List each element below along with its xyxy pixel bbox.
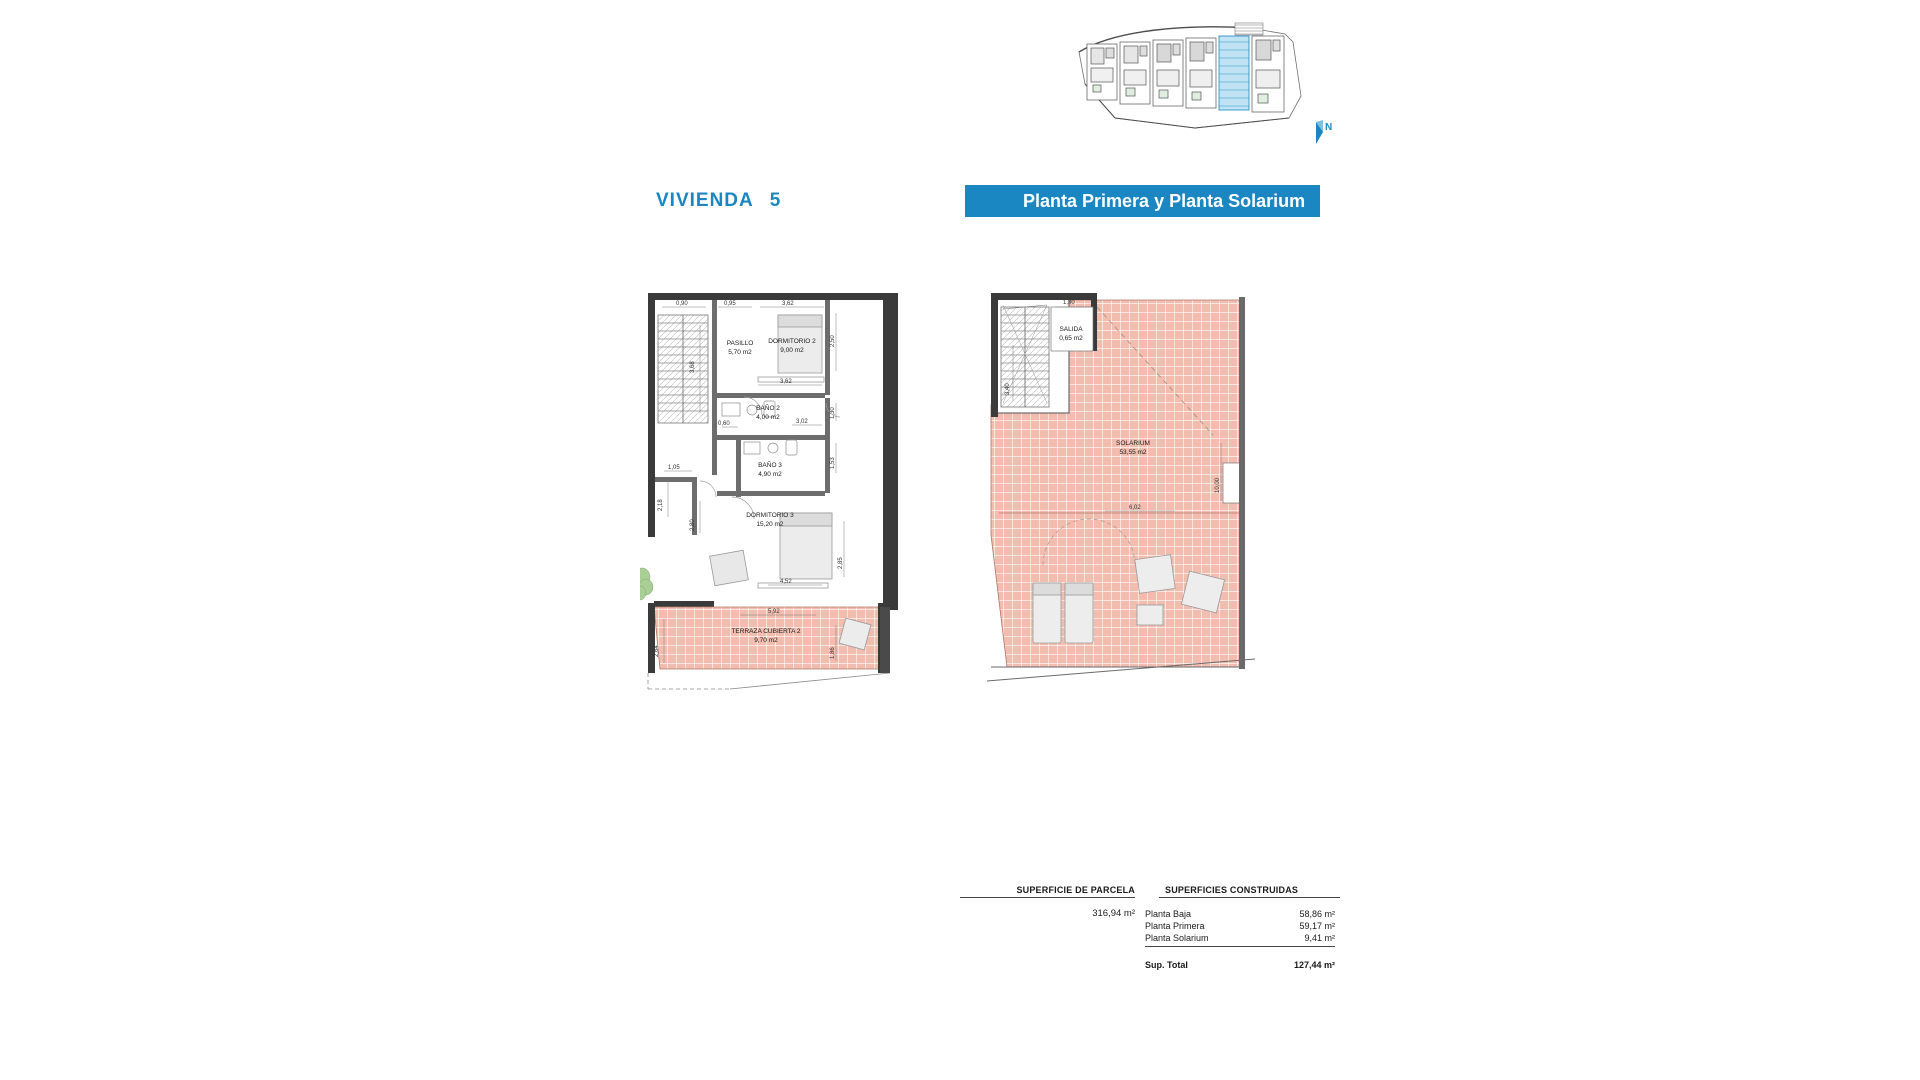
floors-label: Planta Primera y Planta Solarium [1023, 190, 1306, 211]
first-floor-plan [640, 285, 940, 795]
total-label: Sup. Total [1145, 960, 1188, 970]
built-label-planta-primera: Planta Primera [1145, 921, 1205, 931]
north-arrow-icon [1310, 118, 1336, 144]
built-column [1145, 908, 1335, 971]
room-bano2-name: BAÑO 2 [756, 405, 780, 412]
dim-0-60: 0,60 [718, 421, 730, 427]
svg-text:N: N [1325, 122, 1333, 133]
dim-1-80: 1,80 [1063, 300, 1075, 306]
dim-4-52: 4,52 [780, 579, 792, 585]
room-salida-name: SALIDA [1059, 326, 1083, 333]
dim-2-80: 2,80 [690, 519, 696, 531]
areas-body-row [960, 908, 1340, 971]
dim-1-30: 1,30 [830, 407, 836, 419]
dim-0-90: 0,90 [676, 301, 688, 307]
built-value-planta-baja: 58,86 m² [1299, 909, 1335, 919]
room-dormitorio2-area: 9,00 m2 [780, 347, 804, 354]
built-value-planta-primera: 59,17 m² [1299, 921, 1335, 931]
room-solarium-area: 53,55 m2 [1119, 449, 1147, 456]
room-dormitorio2-name: DORMITORIO 2 [768, 338, 816, 345]
title-bar-left [620, 185, 965, 217]
built-row-total [1145, 957, 1335, 971]
areas-divider [1145, 946, 1335, 947]
total-value: 127,44 m² [1293, 960, 1335, 970]
dim-2-64: 2,64 [654, 645, 660, 657]
dim-1-05: 1,05 [668, 465, 680, 471]
title-bar [620, 185, 1320, 217]
dim-1-53: 1,53 [830, 457, 836, 469]
built-header: SUPERFICIES CONSTRUIDAS [1159, 885, 1340, 898]
unit-label: VIVIENDA [656, 190, 754, 211]
room-dormitorio3-area: 15,20 m2 [756, 521, 784, 528]
room-terraza2-name: TERRAZA CUBIERTA 2 [731, 628, 801, 635]
dim-3-62-a: 3,62 [782, 301, 794, 307]
room-solarium-name: SOLARIUM [1116, 440, 1150, 447]
built-row-planta-baja [1145, 908, 1335, 920]
dim-3-02: 3,02 [796, 419, 808, 425]
parcel-value: 316,94 m² [1092, 908, 1135, 919]
dim-5-92: 5,92 [768, 609, 780, 615]
dim-2-18: 2,18 [658, 499, 664, 511]
dim-0-95: 0,95 [724, 301, 736, 307]
built-row-planta-primera [1145, 920, 1335, 932]
parcel-header: SUPERFICIE DE PARCELA [960, 885, 1135, 898]
built-row-planta-solarium [1145, 932, 1335, 944]
dim-2-50: 2,50 [830, 335, 836, 347]
dim-3-68: 3,68 [690, 361, 696, 373]
dim-1-86: 1,86 [830, 647, 836, 659]
dim-3-62-b: 3,62 [780, 379, 792, 385]
solarium-plan [985, 285, 1285, 795]
dim-6-02: 6,02 [1129, 505, 1141, 511]
unit-number: 5 [769, 190, 781, 211]
dim-10-00: 10,00 [1215, 477, 1221, 493]
areas-table [960, 885, 1340, 971]
room-bano3-area: 4,90 m2 [758, 471, 782, 478]
room-bano3-name: BAÑO 3 [758, 462, 782, 469]
room-pasillo-name: PASILLO [726, 340, 754, 347]
site-key-map [1075, 22, 1315, 137]
room-salida-area: 0,65 m2 [1059, 335, 1083, 342]
areas-header-row [960, 885, 1340, 898]
room-dormitorio3-name: DORMITORIO 3 [746, 512, 794, 519]
room-terraza2-area: 9,70 m2 [754, 637, 778, 644]
built-value-planta-solarium: 9,41 m² [1304, 933, 1335, 943]
room-pasillo-area: 5,70 m2 [728, 349, 752, 356]
room-bano2-area: 4,00 m2 [756, 414, 780, 421]
built-label-planta-solarium: Planta Solarium [1145, 933, 1209, 943]
dim-2-85: 2,85 [838, 557, 844, 569]
built-label-planta-baja: Planta Baja [1145, 909, 1192, 919]
dim-3-40: 3,40 [1005, 383, 1011, 395]
